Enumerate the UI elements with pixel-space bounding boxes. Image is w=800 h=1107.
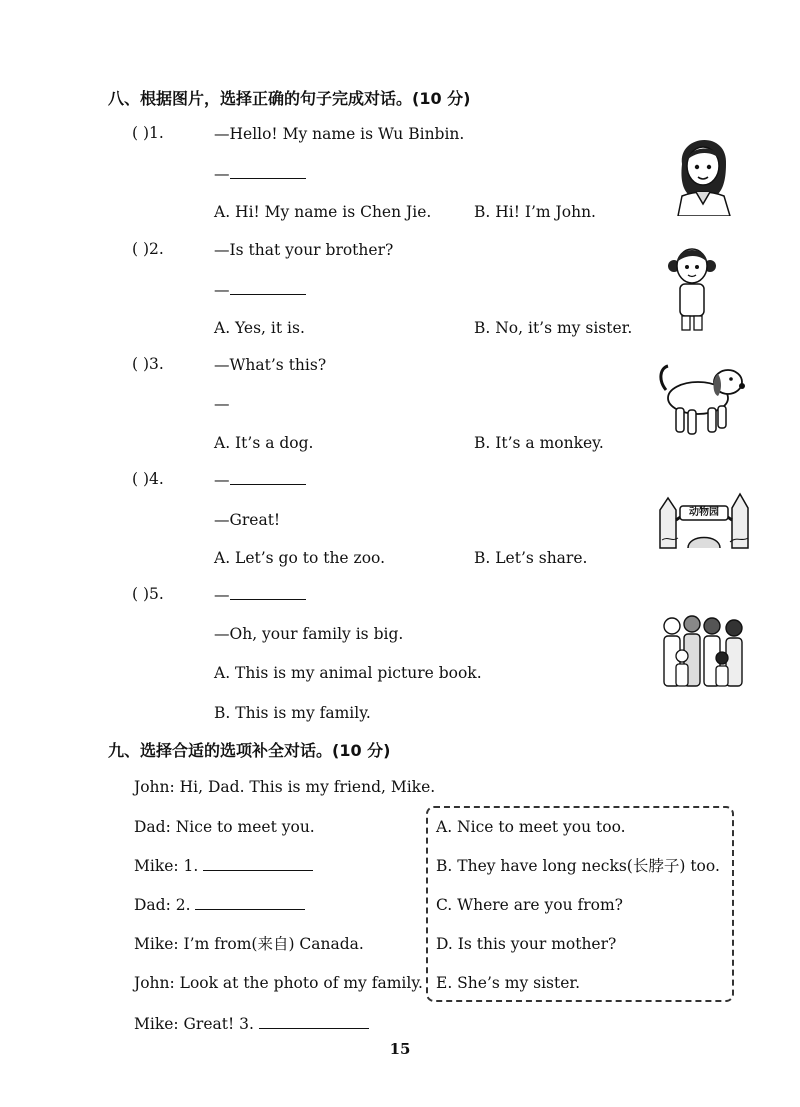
zoo-sign-text: 动物园 [689, 507, 719, 518]
dialogue-blank-1[interactable] [203, 856, 313, 871]
dialogue-line-2: Dad: Nice to meet you. [134, 818, 315, 836]
option-b: B. They have long necks(长脖子) too. [436, 857, 720, 875]
q2-reply [214, 280, 306, 300]
option-a: A. Nice to meet you too. [436, 818, 626, 836]
page-number: 15 [389, 1040, 411, 1058]
answer-paren-5[interactable]: ( )5. [132, 585, 164, 603]
q5-prompt [214, 585, 306, 605]
girl-icon [672, 124, 734, 216]
girl-pigtails-icon [668, 240, 716, 332]
q4-blank[interactable] [230, 470, 306, 485]
q5-reply: —Oh, your family is big. [214, 625, 404, 643]
dialogue-blank-3[interactable] [259, 1014, 369, 1029]
dialogue-line-3-text: Mike: 1. [134, 857, 199, 875]
q4-option-a: A. Let’s go to the zoo. [214, 549, 386, 567]
q2-dash: — [214, 281, 230, 299]
q3-prompt: —What’s this? [214, 356, 327, 374]
q1-reply [214, 164, 306, 184]
family-icon [658, 612, 750, 688]
option-e: E. She’s my sister. [436, 974, 581, 992]
dialogue-line-7-text: Mike: Great! 3. [134, 1015, 254, 1033]
dialogue-line-1: John: Hi, Dad. This is my friend, Mike. [134, 778, 436, 796]
dialogue-line-4-text: Dad: 2. [134, 896, 191, 914]
answer-paren-1[interactable]: ( )1. [132, 124, 164, 142]
zoo-gate-icon [658, 480, 750, 550]
answer-paren-4[interactable]: ( )4. [132, 470, 164, 488]
q2-option-a: A. Yes, it is. [214, 319, 305, 337]
q2-prompt: —Is that your brother? [214, 241, 394, 259]
dialogue-line-7 [134, 1014, 369, 1034]
q2-option-b: B. No, it’s my sister. [474, 319, 633, 337]
answer-paren-3[interactable]: ( )3. [132, 355, 164, 373]
q5-blank[interactable] [230, 585, 306, 600]
q1-prompt: —Hello! My name is Wu Binbin. [214, 125, 465, 143]
dialogue-line-3 [134, 856, 313, 876]
dog-icon [656, 360, 748, 440]
q4-option-b: B. Let’s share. [474, 549, 588, 567]
q3-option-b: B. It’s a monkey. [474, 434, 604, 452]
option-c: C. Where are you from? [436, 896, 623, 914]
q1-blank[interactable] [230, 164, 306, 179]
q4-prompt [214, 470, 306, 490]
section-9-heading: 九、选择合适的选项补全对话。(10 分) [108, 741, 391, 760]
q5-option-a: A. This is my animal picture book. [214, 664, 482, 682]
q5-dash: — [214, 586, 230, 604]
section-8-heading: 八、根据图片，选择正确的句子完成对话。(10 分) [108, 89, 471, 108]
option-d: D. Is this your mother? [436, 935, 617, 953]
q1-dash: — [214, 165, 230, 183]
dialogue-line-4 [134, 895, 305, 915]
q5-option-b: B. This is my family. [214, 704, 371, 722]
q2-blank[interactable] [230, 280, 306, 295]
answer-paren-2[interactable]: ( )2. [132, 240, 164, 258]
q1-option-b: B. Hi! I’m John. [474, 203, 596, 221]
q4-dash: — [214, 471, 230, 489]
q4-reply: —Great! [214, 511, 281, 529]
dialogue-line-5: Mike: I’m from(来自) Canada. [134, 935, 364, 953]
q3-reply[interactable]: — [214, 395, 230, 413]
dialogue-blank-2[interactable] [195, 895, 305, 910]
dialogue-line-6: John: Look at the photo of my family. [134, 974, 423, 992]
q3-option-a: A. It’s a dog. [214, 434, 314, 452]
q1-option-a: A. Hi! My name is Chen Jie. [214, 203, 432, 221]
